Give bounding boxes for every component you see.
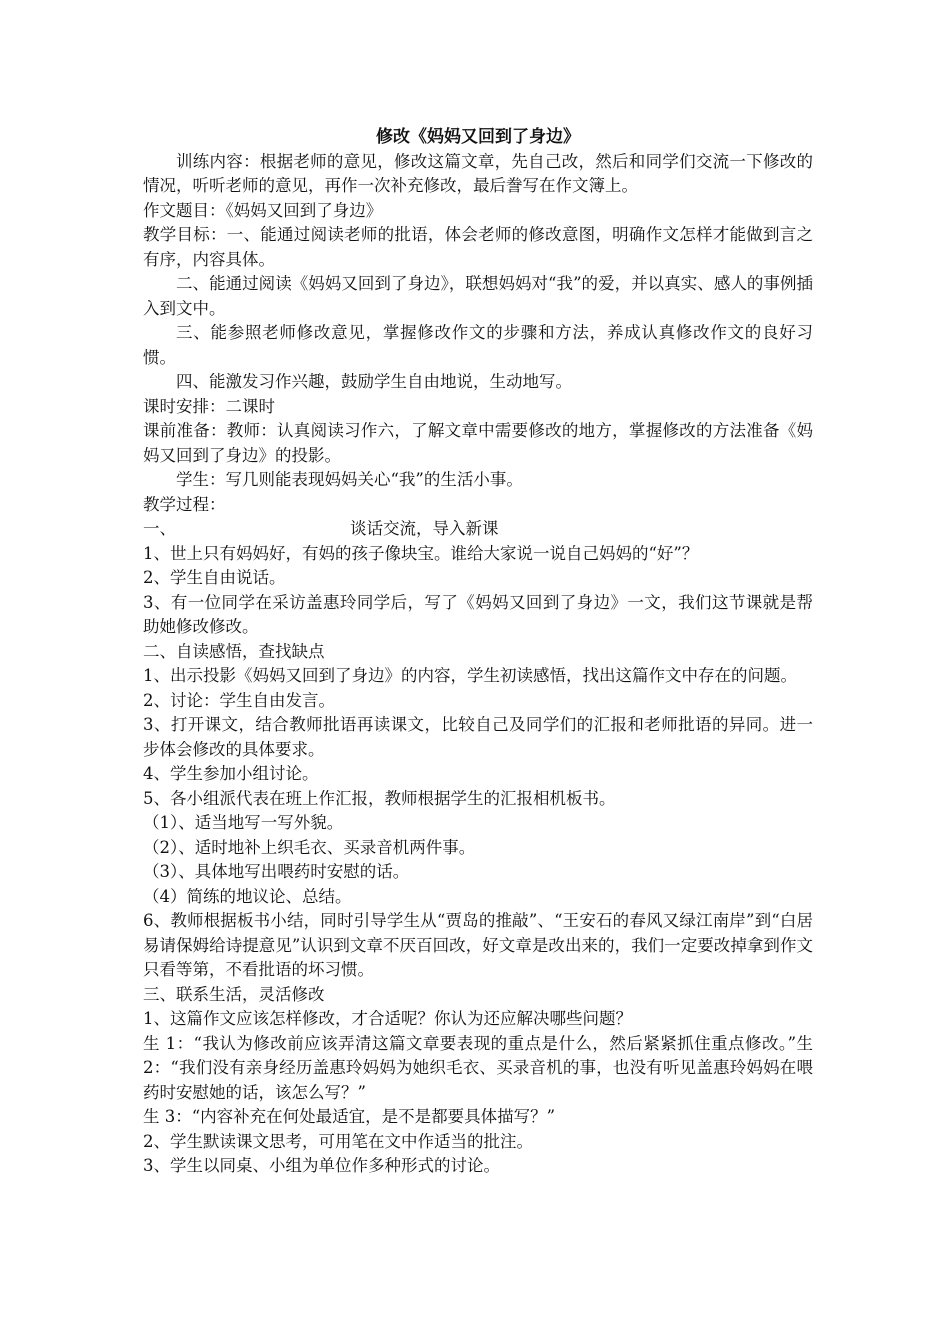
section-2-item: 5、各小组派代表在班上作汇报，教师根据学生的汇报相机板书。 — [143, 788, 616, 808]
teacher-preparation: 课前准备：教师：认真阅读习作六，了解文章中需要修改的地方，掌握修改的方法准备《妈妈又回到了身边》的投影。 — [143, 421, 813, 465]
teaching-process-heading: 教学过程： — [143, 494, 226, 514]
board-note: （3）、具体地写出喂药时安慰的话。 — [143, 862, 410, 881]
section-2-item: 1、出示投影《妈妈又回到了身边》的内容，学生初读感悟，找出这篇作文中存在的问题。 — [143, 666, 797, 685]
board-note: （1）、适当地写一写外貌。 — [143, 813, 344, 832]
student-response: 生 1：“我认为修改前应该弄清这篇文章要表现的重点是什么，然后紧紧抓住重点修改。”生 2：“我们没有亲身经历盖惠玲妈妈为她织毛衣、买录音机的事，也没有听见盖惠玲妈妈在喂药时安慰她的话，该怎么写？” — [143, 1033, 819, 1102]
section-1-number: 一、 — [143, 519, 176, 538]
board-note: （4）简练的地议论、总结。 — [143, 886, 352, 906]
teaching-goal-3: 三、能参照老师修改意见，掌握修改作文的步骤和方法，养成认真修改作文的良好习惯。 — [143, 323, 813, 367]
teaching-goal-2: 二、能通过阅读《妈妈又回到了身边》，联想妈妈对“我”的爱，并以真实、感人的事例插入到文中。 — [143, 274, 813, 318]
section-3-item: 1、这篇作文应该怎样修改，才合适呢？你认为还应解决哪些问题？ — [143, 1009, 632, 1028]
essay-topic: 作文题目：《妈妈又回到了身边》 — [143, 200, 383, 220]
section-2-heading: 二、自读感悟，查找缺点 — [143, 641, 325, 661]
document-title: 修改《妈妈又回到了身边》 — [376, 127, 580, 147]
section-3-heading: 三、联系生活，灵活修改 — [143, 984, 325, 1004]
section-2-item: 2、讨论：学生自由发言。 — [143, 690, 335, 710]
section-1-heading — [143, 517, 813, 542]
section-1-item: 3、有一位同学在采访盖惠玲同学后，写了《妈妈又回到了身边》一文，我们这节课就是帮助她修改修改。 — [143, 592, 813, 636]
class-schedule: 课时安排：二课时 — [143, 396, 275, 416]
student-response: 生 3：“内容补充在何处最适宜，是不是都要具体描写？” — [143, 1107, 556, 1126]
section-3-item: 3、学生以同桌、小组为单位作多种形式的讨论。 — [143, 1156, 500, 1175]
board-note: （2）、适时地补上织毛衣、买录音机两件事。 — [143, 837, 476, 857]
section-1-item: 2、学生自由说话。 — [143, 568, 286, 587]
training-content: 训练内容：根据老师的意见，修改这篇文章，先自己改，然后和同学们交流一下修改的情况，听听老师的意见，再作一次补充修改，最后誊写在作文簿上。 — [143, 151, 813, 195]
teaching-goal-1: 教学目标：一、能通过阅读老师的批语，体会老师的修改意图，明确作文怎样才能做到言之有序，内容具体。 — [143, 225, 813, 269]
section-1-item: 1、世上只有妈妈好，有妈的孩子像块宝。谁给大家说一说自己妈妈的“好”？ — [143, 543, 699, 563]
section-2-item: 4、学生参加小组讨论。 — [143, 764, 319, 783]
student-preparation: 学生：写几则能表现妈妈关心“我”的生活小事。 — [176, 470, 523, 489]
section-2-item: 3、打开课文，结合教师批语再读课文，比较自己及同学们的汇报和老师批语的异同。进一步体会修改的具体要求。 — [143, 715, 813, 759]
section-3-item: 2、学生默读课文思考，可用笔在文中作适当的批注。 — [143, 1131, 533, 1151]
teaching-goal-4: 四、能激发习作兴趣，鼓励学生自由地说，生动地写。 — [176, 372, 572, 391]
section-2-item: 6、教师根据板书小结，同时引导学生从“贾岛的推敲”、“王安石的春风又绿江南岸”到“白居易请保姆给诗提意见”认识到文章不厌百回改，好文章是改出来的，我们一定要改掉拿到作文只看等第，不看批语的坏习惯。 — [143, 911, 813, 979]
section-1-title: 谈话交流，导入新课 — [350, 519, 499, 538]
document-body — [143, 125, 819, 1179]
